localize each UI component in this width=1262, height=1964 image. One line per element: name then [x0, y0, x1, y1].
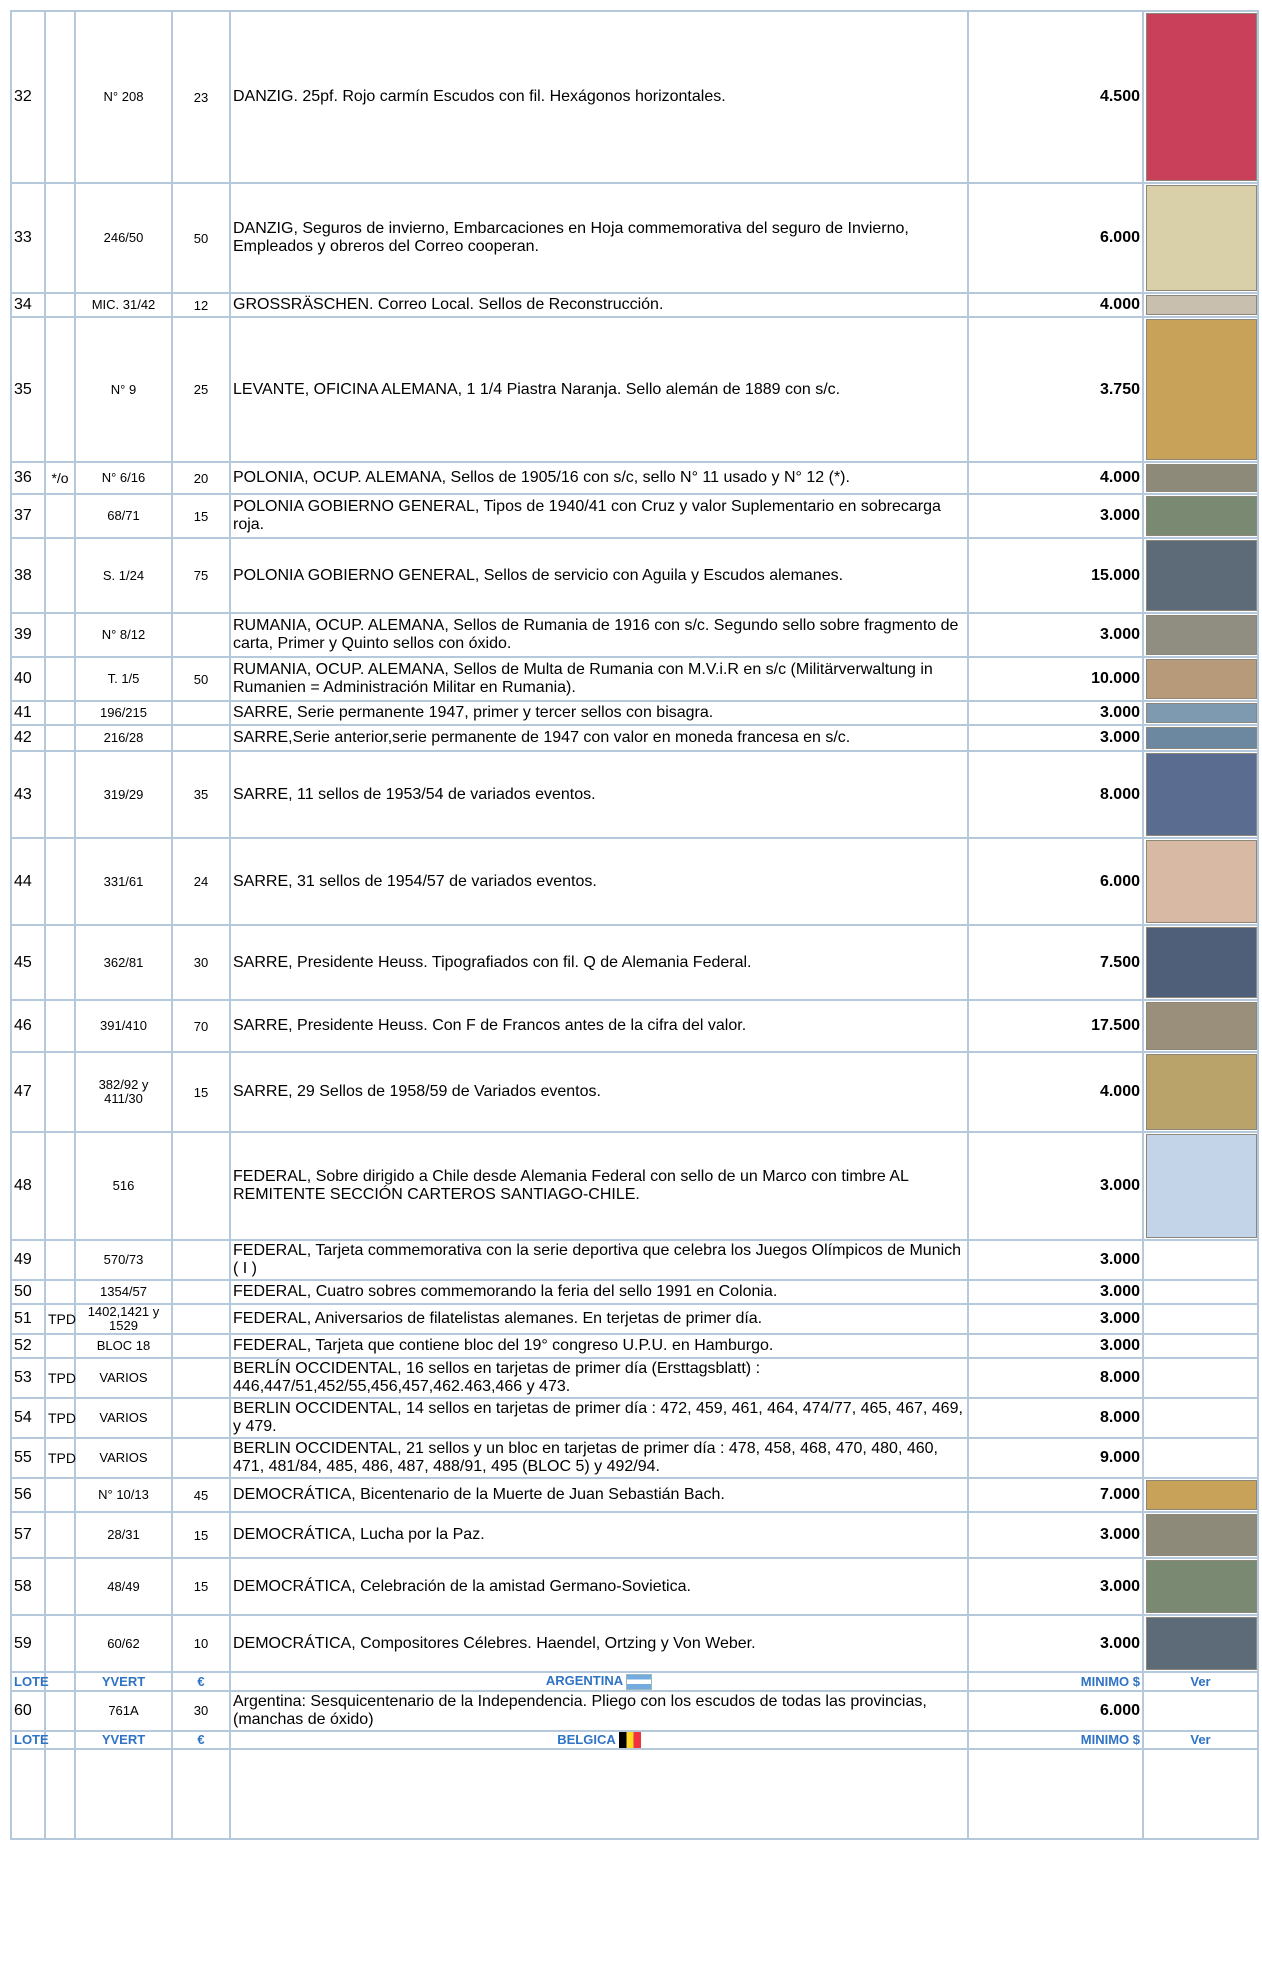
lot-description: RUMANIA, OCUP. ALEMANA, Sellos de Rumania de 1916 con s/c. Segundo sello sobre fragmento de carta, Primer y Quinto sellos con óxido. [230, 613, 968, 657]
belgium-flag-icon [619, 1732, 641, 1748]
header-country [230, 1672, 968, 1691]
lot-yvert: VARIOS [75, 1398, 172, 1438]
lot-row [11, 838, 1258, 925]
lot-minimum-price: 3.000 [968, 1558, 1143, 1615]
lot-image-cell[interactable] [1143, 657, 1258, 701]
lot-number: 48 [11, 1132, 45, 1240]
lot-row [11, 1512, 1258, 1558]
lot-number: 55 [11, 1438, 45, 1478]
lot-row [11, 925, 1258, 1000]
lot-row [11, 183, 1258, 293]
lot-description: DEMOCRÁTICA, Bicentenario de la Muerte de Juan Sebastián Bach. [230, 1478, 968, 1512]
lot-description: SARRE, Presidente Heuss. Tipografiados con fil. Q de Alemania Federal. [230, 925, 968, 1000]
lot-euro-value [172, 701, 230, 725]
lot-euro-value [172, 1132, 230, 1240]
lot-condition: TPD [45, 1398, 75, 1438]
lot-description: POLONIA GOBIERNO GENERAL, Tipos de 1940/41 con Cruz y valor Suplementario en sobrecarga roja. [230, 494, 968, 538]
lot-number: 59 [11, 1615, 45, 1672]
lot-description: FEDERAL, Tarjeta que contiene bloc del 19° congreso U.P.U. en Hamburgo. [230, 1334, 968, 1358]
lot-number: 53 [11, 1358, 45, 1398]
lot-number: 52 [11, 1334, 45, 1358]
lot-euro-value: 15 [172, 1558, 230, 1615]
lot-image-cell[interactable] [1143, 1334, 1258, 1358]
lot-row [11, 725, 1258, 751]
lot-euro-value: 12 [172, 293, 230, 317]
lot-number: 44 [11, 838, 45, 925]
lot-image-cell[interactable] [1143, 1240, 1258, 1280]
lot-minimum-price: 7.500 [968, 925, 1143, 1000]
lots-table [10, 10, 1259, 1840]
lot-yvert: 362/81 [75, 925, 172, 1000]
stamp-thumbnail[interactable] [1146, 840, 1257, 923]
lot-condition [45, 1000, 75, 1052]
lot-euro-value: 24 [172, 838, 230, 925]
lot-image-cell[interactable] [1143, 538, 1258, 613]
lot-number: 38 [11, 538, 45, 613]
lot-yvert: MIC. 31/42 [75, 293, 172, 317]
lot-number: 57 [11, 1512, 45, 1558]
lot-image-cell[interactable] [1143, 293, 1258, 317]
stamp-thumbnail[interactable] [1146, 1560, 1257, 1613]
stamp-thumbnail[interactable] [1146, 927, 1257, 998]
lot-yvert: N° 10/13 [75, 1478, 172, 1512]
lot-image-cell[interactable] [1143, 11, 1258, 183]
lot-yvert: T. 1/5 [75, 657, 172, 701]
lot-euro-value [172, 1438, 230, 1478]
stamp-thumbnail[interactable] [1146, 185, 1257, 291]
lot-condition [45, 11, 75, 183]
header-minimum: MINIMO $ [968, 1672, 1143, 1691]
lot-image-cell[interactable] [1143, 838, 1258, 925]
empty-row [11, 1749, 1258, 1839]
lot-yvert: 60/62 [75, 1615, 172, 1672]
lot-condition [45, 1280, 75, 1304]
lot-description: DEMOCRÁTICA, Lucha por la Paz. [230, 1512, 968, 1558]
lot-number: 42 [11, 725, 45, 751]
empty-cell [968, 1749, 1143, 1839]
lot-image-cell[interactable] [1143, 1358, 1258, 1398]
lot-description: FEDERAL, Aniversarios de filatelistas alemanes. En terjetas de primer día. [230, 1304, 968, 1334]
lot-description: Argentina: Sesquicentenario de la Independencia. Pliego con los escudos de todas las provincias, (manchas de óxido) [230, 1691, 968, 1731]
lot-minimum-price: 3.000 [968, 1304, 1143, 1334]
lot-image-cell[interactable] [1143, 494, 1258, 538]
lot-condition: TPD [45, 1358, 75, 1398]
lot-row [11, 1240, 1258, 1280]
lot-row [11, 751, 1258, 838]
header-lote: LOTE [11, 1731, 45, 1750]
lot-number: 49 [11, 1240, 45, 1280]
lot-minimum-price: 3.000 [968, 725, 1143, 751]
lot-row [11, 293, 1258, 317]
lot-condition [45, 494, 75, 538]
header-euro: € [172, 1731, 230, 1750]
lot-minimum-price: 3.000 [968, 1240, 1143, 1280]
lot-minimum-price: 3.000 [968, 1334, 1143, 1358]
lot-condition [45, 1478, 75, 1512]
stamp-thumbnail[interactable] [1146, 496, 1257, 536]
lot-image-cell[interactable] [1143, 462, 1258, 494]
lot-minimum-price: 15.000 [968, 538, 1143, 613]
lot-description: POLONIA, OCUP. ALEMANA, Sellos de 1905/16 con s/c, sello N° 11 usado y N° 12 (*). [230, 462, 968, 494]
lot-euro-value [172, 1358, 230, 1398]
lot-yvert: VARIOS [75, 1438, 172, 1478]
header-condition [45, 1672, 75, 1691]
lot-euro-value [172, 613, 230, 657]
lot-yvert: N° 9 [75, 317, 172, 462]
lot-yvert: 391/410 [75, 1000, 172, 1052]
lot-image-cell[interactable] [1143, 183, 1258, 293]
lot-yvert: 48/49 [75, 1558, 172, 1615]
lot-condition [45, 1240, 75, 1280]
lot-yvert: 319/29 [75, 751, 172, 838]
lot-description: BERLIN OCCIDENTAL, 21 sellos y un bloc en tarjetas de primer día : 478, 458, 468, 470, 480, 460, 471, 481/84, 485, 486, 487, 488/91, 495 (BLOC 5) y 492/94. [230, 1438, 968, 1478]
lot-euro-value: 50 [172, 183, 230, 293]
lot-euro-value [172, 1240, 230, 1280]
lot-image-cell[interactable] [1143, 613, 1258, 657]
header-minimum: MINIMO $ [968, 1731, 1143, 1750]
lot-condition [45, 925, 75, 1000]
lot-image-cell[interactable] [1143, 701, 1258, 725]
lot-condition [45, 1512, 75, 1558]
lot-number: 41 [11, 701, 45, 725]
stamp-thumbnail[interactable] [1146, 615, 1257, 655]
lot-euro-value: 15 [172, 494, 230, 538]
lot-minimum-price: 3.000 [968, 1615, 1143, 1672]
lot-euro-value: 15 [172, 1052, 230, 1132]
lot-euro-value: 45 [172, 1478, 230, 1512]
country-name: ARGENTINA [545, 1673, 624, 1688]
lot-image-cell[interactable] [1143, 1052, 1258, 1132]
lot-row [11, 1052, 1258, 1132]
lot-row [11, 1438, 1258, 1478]
lot-euro-value: 30 [172, 925, 230, 1000]
lot-yvert: 216/28 [75, 725, 172, 751]
lot-row [11, 1280, 1258, 1304]
lot-image-cell[interactable] [1143, 1438, 1258, 1478]
lot-row [11, 538, 1258, 613]
lot-yvert: N° 6/16 [75, 462, 172, 494]
lot-minimum-price: 7.000 [968, 1478, 1143, 1512]
lot-minimum-price: 6.000 [968, 838, 1143, 925]
lot-row [11, 11, 1258, 183]
lot-minimum-price: 3.000 [968, 494, 1143, 538]
lot-row [11, 462, 1258, 494]
lot-description: SARRE, Presidente Heuss. Con F de Francos antes de la cifra del valor. [230, 1000, 968, 1052]
lot-yvert: 761A [75, 1691, 172, 1731]
lot-condition [45, 613, 75, 657]
lot-number: 60 [11, 1691, 45, 1731]
lot-image-cell[interactable] [1143, 725, 1258, 751]
lot-image-cell[interactable] [1143, 1304, 1258, 1334]
lot-condition [45, 1334, 75, 1358]
stamp-thumbnail[interactable] [1146, 1617, 1257, 1670]
lot-minimum-price: 4.000 [968, 462, 1143, 494]
lot-euro-value: 75 [172, 538, 230, 613]
lot-row [11, 317, 1258, 462]
lot-minimum-price: 6.000 [968, 183, 1143, 293]
header-yvert: YVERT [75, 1672, 172, 1691]
lot-description: SARRE, 29 Sellos de 1958/59 de Variados eventos. [230, 1052, 968, 1132]
lot-description: FEDERAL, Tarjeta commemorativa con la serie deportiva que celebra los Juegos Olímpicos de Munich ( I ) [230, 1240, 968, 1280]
lot-yvert: S. 1/24 [75, 538, 172, 613]
country-name: BELGICA [557, 1731, 616, 1747]
lot-number: 37 [11, 494, 45, 538]
empty-cell [45, 1749, 75, 1839]
lot-yvert: N° 208 [75, 11, 172, 183]
empty-cell [75, 1749, 172, 1839]
lot-condition [45, 317, 75, 462]
lot-description: BERLÍN OCCIDENTAL, 16 sellos en tarjetas de primer día (Ersttagsblatt) : 446,447/51,452/55,456,457,462.463,466 y 473. [230, 1358, 968, 1398]
lot-number: 54 [11, 1398, 45, 1438]
lot-description: GROSSRÄSCHEN. Correo Local. Sellos de Reconstrucción. [230, 293, 968, 317]
header-yvert: YVERT [75, 1731, 172, 1750]
lot-yvert: 331/61 [75, 838, 172, 925]
lot-yvert: 1402,1421 y 1529 [75, 1304, 172, 1334]
stamp-thumbnail[interactable] [1146, 1480, 1257, 1510]
lot-row [11, 701, 1258, 725]
lot-row [11, 613, 1258, 657]
lot-image-cell[interactable] [1143, 1615, 1258, 1672]
stamp-thumbnail[interactable] [1146, 727, 1257, 749]
lot-minimum-price: 9.000 [968, 1438, 1143, 1478]
lot-image-cell[interactable] [1143, 751, 1258, 838]
lot-number: 33 [11, 183, 45, 293]
lot-condition [45, 701, 75, 725]
lot-description: DANZIG, Seguros de invierno, Embarcaciones en Hoja commemorativa del seguro de Invierno, Empleados y obreros del Correo cooperan. [230, 183, 968, 293]
lot-minimum-price: 4.000 [968, 293, 1143, 317]
lot-condition [45, 1132, 75, 1240]
header-condition [45, 1731, 75, 1750]
lot-row [11, 1304, 1258, 1334]
lot-description: FEDERAL, Sobre dirigido a Chile desde Alemania Federal con sello de un Marco con timbre AL REMITENTE SECCIÓN CARTEROS SANTIAGO-CHILE. [230, 1132, 968, 1240]
stamp-thumbnail[interactable] [1146, 540, 1257, 611]
lot-minimum-price: 4.000 [968, 1052, 1143, 1132]
lot-number: 32 [11, 11, 45, 183]
lot-yvert: 1354/57 [75, 1280, 172, 1304]
lot-number: 56 [11, 1478, 45, 1512]
lot-condition [45, 1052, 75, 1132]
lot-minimum-price: 8.000 [968, 1398, 1143, 1438]
section-header-row [11, 1672, 1258, 1691]
lot-euro-value [172, 1280, 230, 1304]
lot-euro-value: 30 [172, 1691, 230, 1731]
lot-yvert: 246/50 [75, 183, 172, 293]
stamp-thumbnail[interactable] [1146, 659, 1257, 699]
lot-minimum-price: 3.000 [968, 701, 1143, 725]
stamp-thumbnail[interactable] [1146, 1054, 1257, 1130]
lot-yvert: 68/71 [75, 494, 172, 538]
lot-row [11, 494, 1258, 538]
lot-row [11, 1398, 1258, 1438]
lot-description: BERLIN OCCIDENTAL, 14 sellos en tarjetas de primer día : 472, 459, 461, 464, 474/77, 465, 467, 469, y 479. [230, 1398, 968, 1438]
lot-description: RUMANIA, OCUP. ALEMANA, Sellos de Multa de Rumania con M.V.i.R en s/c (Militärverwaltung in Rumanien = Administración Militar en Rumania). [230, 657, 968, 701]
lot-number: 45 [11, 925, 45, 1000]
lot-minimum-price: 8.000 [968, 1358, 1143, 1398]
stamp-thumbnail[interactable] [1146, 295, 1257, 315]
lot-yvert: 382/92 y 411/30 [75, 1052, 172, 1132]
lot-row [11, 1478, 1258, 1512]
lot-euro-value: 35 [172, 751, 230, 838]
lot-minimum-price: 3.000 [968, 613, 1143, 657]
lot-description: SARRE, Serie permanente 1947, primer y tercer sellos con bisagra. [230, 701, 968, 725]
lot-row [11, 1615, 1258, 1672]
section-header-row [11, 1731, 1258, 1750]
lot-description: DEMOCRÁTICA, Compositores Célebres. Haendel, Ortzing y Von Weber. [230, 1615, 968, 1672]
lot-condition [45, 183, 75, 293]
lot-minimum-price: 17.500 [968, 1000, 1143, 1052]
lot-yvert: 516 [75, 1132, 172, 1240]
lot-condition: TPD [45, 1438, 75, 1478]
header-country [230, 1731, 968, 1750]
lot-condition [45, 725, 75, 751]
lot-image-cell[interactable] [1143, 1512, 1258, 1558]
empty-cell [230, 1749, 968, 1839]
lot-minimum-price: 3.000 [968, 1132, 1143, 1240]
lot-euro-value: 70 [172, 1000, 230, 1052]
stamp-thumbnail[interactable] [1146, 703, 1257, 723]
lot-number: 34 [11, 293, 45, 317]
lot-condition [45, 1615, 75, 1672]
lot-description: FEDERAL, Cuatro sobres commemorando la feria del sello 1991 en Colonia. [230, 1280, 968, 1304]
lot-image-cell[interactable] [1143, 1132, 1258, 1240]
lot-image-cell[interactable] [1143, 1691, 1258, 1731]
lot-number: 35 [11, 317, 45, 462]
header-euro: € [172, 1672, 230, 1691]
lot-row [11, 1358, 1258, 1398]
lot-condition [45, 1558, 75, 1615]
lot-description: DEMOCRÁTICA, Celebración de la amistad Germano-Sovietica. [230, 1558, 968, 1615]
lot-description: POLONIA GOBIERNO GENERAL, Sellos de servicio con Aguila y Escudos alemanes. [230, 538, 968, 613]
lot-row [11, 1691, 1258, 1731]
lot-minimum-price: 10.000 [968, 657, 1143, 701]
lot-row [11, 1558, 1258, 1615]
lot-image-cell[interactable] [1143, 1398, 1258, 1438]
lot-condition [45, 538, 75, 613]
lot-number: 51 [11, 1304, 45, 1334]
lot-yvert: VARIOS [75, 1358, 172, 1398]
lot-condition [45, 657, 75, 701]
empty-cell [172, 1749, 230, 1839]
stamp-thumbnail[interactable] [1146, 319, 1257, 460]
lot-euro-value: 20 [172, 462, 230, 494]
lot-yvert: BLOC 18 [75, 1334, 172, 1358]
lot-condition: */o [45, 462, 75, 494]
stamp-thumbnail[interactable] [1146, 1134, 1257, 1238]
empty-cell [1143, 1749, 1258, 1839]
header-lote: LOTE [11, 1672, 45, 1691]
lot-image-cell[interactable] [1143, 925, 1258, 1000]
stamp-thumbnail[interactable] [1146, 13, 1257, 181]
lot-euro-value [172, 725, 230, 751]
lot-description: SARRE, 31 sellos de 1954/57 de variados eventos. [230, 838, 968, 925]
lot-minimum-price: 4.500 [968, 11, 1143, 183]
lot-row [11, 1334, 1258, 1358]
stamp-thumbnail[interactable] [1146, 464, 1257, 492]
lot-image-cell[interactable] [1143, 1000, 1258, 1052]
lot-row [11, 1132, 1258, 1240]
lot-euro-value [172, 1304, 230, 1334]
lot-euro-value: 15 [172, 1512, 230, 1558]
stamp-thumbnail[interactable] [1146, 753, 1257, 836]
lot-condition [45, 838, 75, 925]
lot-image-cell[interactable] [1143, 317, 1258, 462]
argentina-flag-icon [626, 1674, 652, 1690]
lot-condition [45, 751, 75, 838]
header-ver[interactable]: Ver [1143, 1731, 1258, 1750]
lot-number: 36 [11, 462, 45, 494]
lot-yvert: 28/31 [75, 1512, 172, 1558]
stamp-thumbnail[interactable] [1146, 1514, 1257, 1556]
lot-description: SARRE,Serie anterior,serie permanente de 1947 con valor en moneda francesa en s/c. [230, 725, 968, 751]
stamp-thumbnail[interactable] [1146, 1002, 1257, 1050]
lot-euro-value: 50 [172, 657, 230, 701]
lot-minimum-price: 8.000 [968, 751, 1143, 838]
lot-number: 43 [11, 751, 45, 838]
lot-euro-value [172, 1398, 230, 1438]
lot-euro-value: 10 [172, 1615, 230, 1672]
lot-description: SARRE, 11 sellos de 1953/54 de variados eventos. [230, 751, 968, 838]
lot-image-cell[interactable] [1143, 1280, 1258, 1304]
lot-euro-value [172, 1334, 230, 1358]
lot-condition [45, 1691, 75, 1731]
lot-image-cell[interactable] [1143, 1558, 1258, 1615]
lot-number: 39 [11, 613, 45, 657]
header-ver[interactable]: Ver [1143, 1672, 1258, 1691]
lot-number: 40 [11, 657, 45, 701]
lot-yvert: 570/73 [75, 1240, 172, 1280]
lot-number: 50 [11, 1280, 45, 1304]
lot-number: 47 [11, 1052, 45, 1132]
lot-yvert: N° 8/12 [75, 613, 172, 657]
lot-description: DANZIG. 25pf. Rojo carmín Escudos con fil. Hexágonos horizontales. [230, 11, 968, 183]
lot-yvert: 196/215 [75, 701, 172, 725]
lot-minimum-price: 3.000 [968, 1280, 1143, 1304]
lot-euro-value: 23 [172, 11, 230, 183]
lot-minimum-price: 3.750 [968, 317, 1143, 462]
lot-row [11, 657, 1258, 701]
lot-condition: TPD [45, 1304, 75, 1334]
lot-row [11, 1000, 1258, 1052]
lot-number: 58 [11, 1558, 45, 1615]
lot-number: 46 [11, 1000, 45, 1052]
lot-image-cell[interactable] [1143, 1478, 1258, 1512]
empty-cell [11, 1749, 45, 1839]
lot-description: LEVANTE, OFICINA ALEMANA, 1 1/4 Piastra Naranja. Sello alemán de 1889 con s/c. [230, 317, 968, 462]
lot-minimum-price: 3.000 [968, 1512, 1143, 1558]
lot-condition [45, 293, 75, 317]
lot-minimum-price: 6.000 [968, 1691, 1143, 1731]
lot-euro-value: 25 [172, 317, 230, 462]
